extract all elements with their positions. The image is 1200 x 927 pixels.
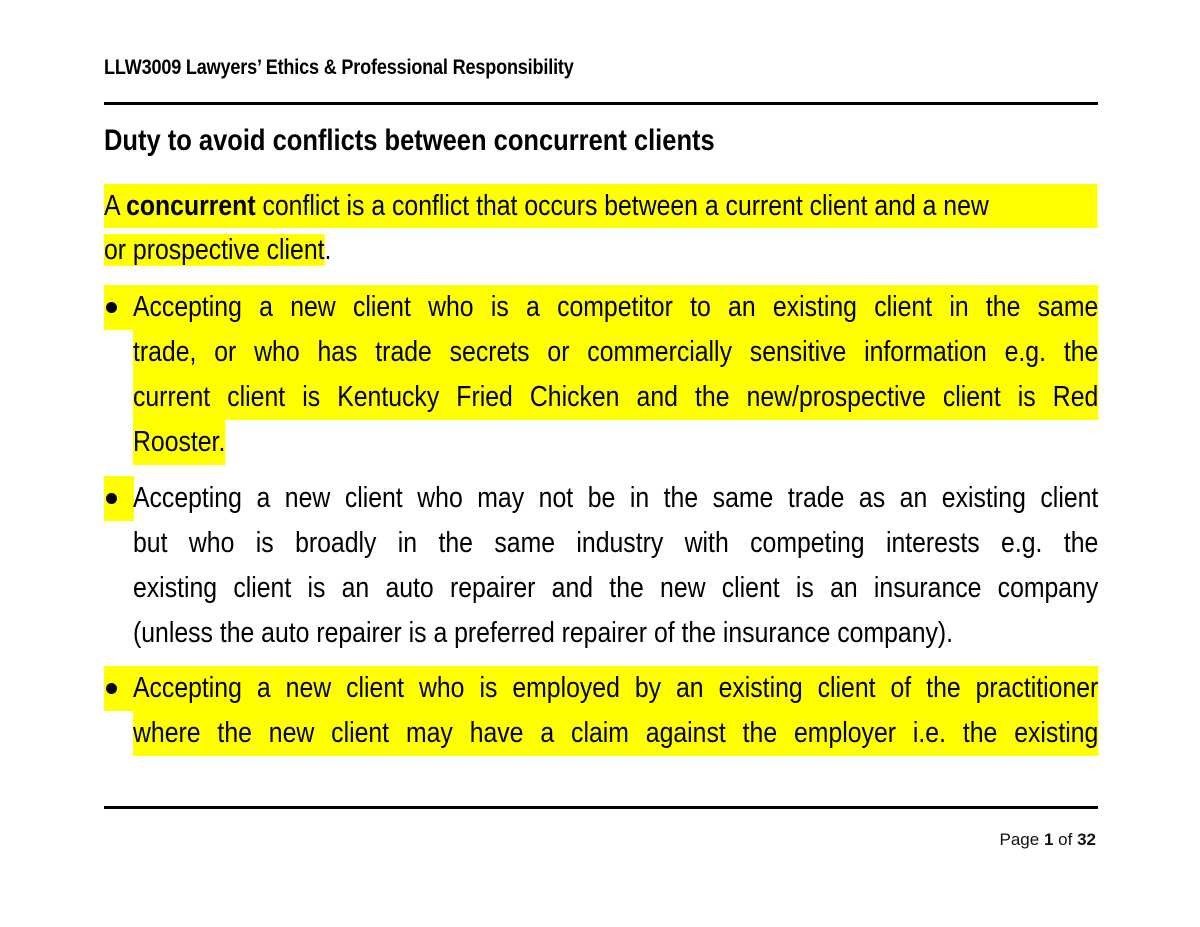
intro-line-1 [104,184,1098,228]
bullet-1-line-2: trade, or who has trade secrets or commercially sensitive information e.g. the [133,330,1098,375]
document-header-title: LLW3009 Lawyers’ Ethics & Professional Responsibility [104,56,574,79]
bullet-1-line-3: current client is Kentucky Fried Chicken and the new/prospective client is Red [133,375,1098,420]
intro-paragraph [104,184,1098,272]
total-pages: 32 [1077,830,1096,849]
bullet-dot-icon [106,302,117,313]
bullet-1-line-4: Rooster. [133,420,1098,465]
header-divider [104,102,1098,105]
bullet-dot-icon [106,683,117,694]
intro-prefix: A [104,190,127,222]
bullet-1-text [133,285,1098,465]
bullet-2-text [133,476,1098,656]
bullet-marker-2 [104,476,134,521]
current-page-number: 1 [1043,830,1054,849]
bullet-dot-icon [106,493,117,504]
bullet-3-line-1: Accepting a new client who is employed by an existing client of the practitioner [133,666,1098,711]
bullet-2-line-3: existing client is an auto repairer and the new client is an insurance company [133,572,1099,604]
bullet-1-line-1: Accepting a new client who is a competitor to an existing client in the same [133,285,1098,330]
bullet-2-line-4: (unless the auto repairer is a preferred repairer of the insurance company). [133,617,954,649]
intro-line-1-rest: conflict is a conflict that occurs between a current client and a new [255,190,989,222]
intro-line-2-text: or prospective client [104,234,325,266]
page-number-footer [1000,830,1096,850]
page-label: Page [999,830,1040,849]
bullet-3-text [133,666,1098,756]
section-heading: Duty to avoid conflicts between concurrent clients [104,124,715,157]
bullet-2-line-1: Accepting a new client who may not be in the same trade as an existing client [133,482,1099,514]
footer-divider [104,806,1098,809]
bullet-3-line-2: where the new client may have a claim against the employer i.e. the existing [133,711,1098,756]
of-label: of [1058,830,1073,849]
intro-bold-term: concurrent [126,190,256,222]
intro-line-2-end: . [324,234,332,266]
bullet-marker-3 [104,666,134,711]
bullet-marker-1 [104,285,134,330]
intro-line-2 [104,228,1098,272]
bullet-2-line-2: but who is broadly in the same industry with competing interests e.g. the [133,527,1099,559]
